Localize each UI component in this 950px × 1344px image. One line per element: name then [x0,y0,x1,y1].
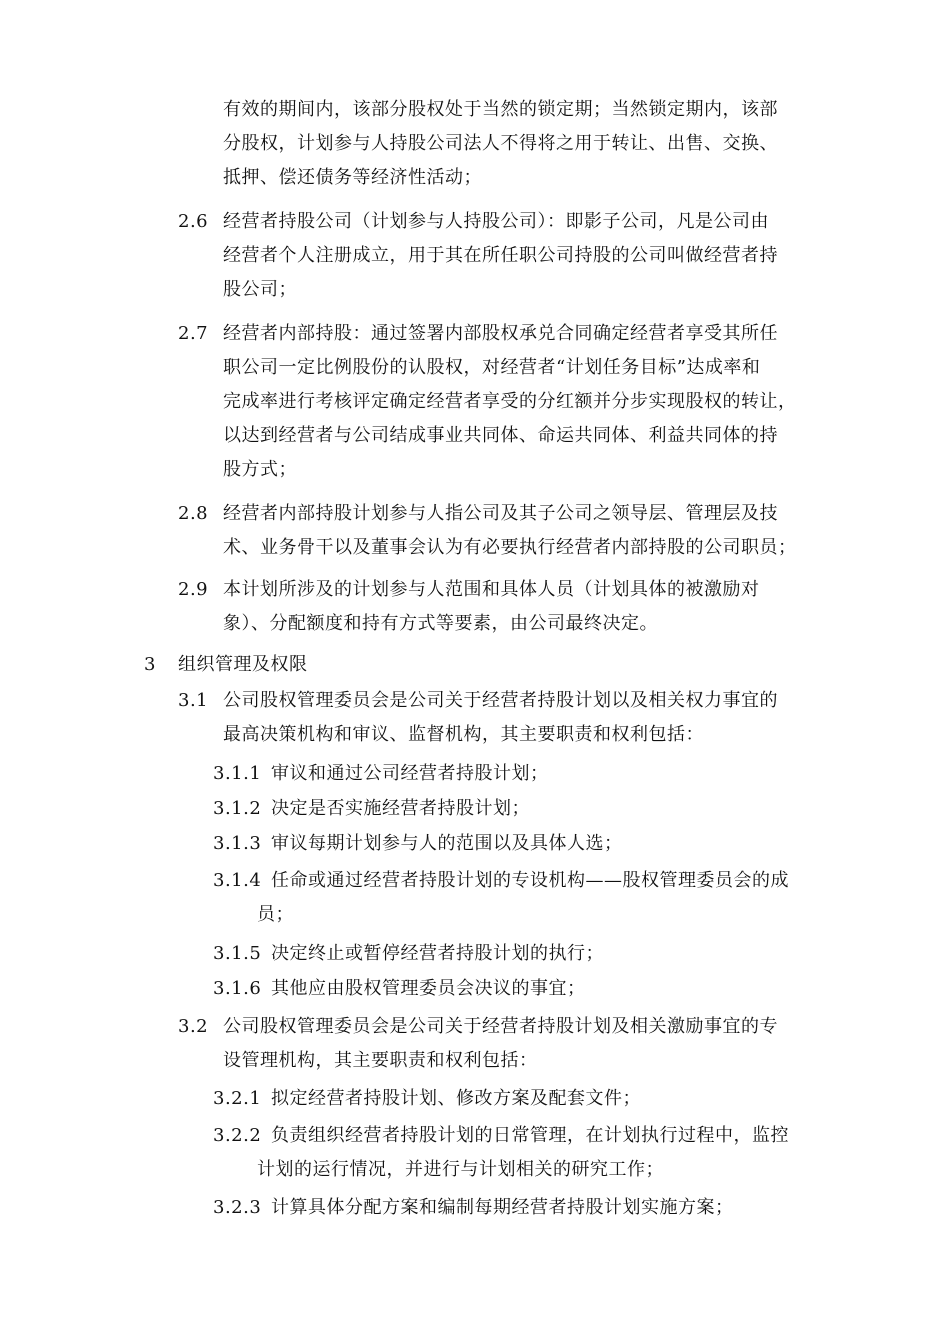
chapter-number: 3 [144,654,156,675]
text-line: 员； [257,904,294,925]
text-line: 设管理机构，其主要职责和权利包括： [223,1050,538,1071]
text-line: 计划的运行情况，并进行与计划相关的研究工作； [257,1159,664,1180]
section-number: 2.9 [178,579,209,600]
subsection-number: 3.1.2 [213,798,262,819]
text-line: 股公司； [223,279,297,300]
text-line: 决定是否实施经营者持股计划； [271,798,530,819]
text-line: 决定终止或暂停经营者持股计划的执行； [271,943,604,964]
text-line: 最高决策机构和审议、监督机构，其主要职责和权利包括： [223,724,704,745]
text-line: 公司股权管理委员会是公司关于经营者持股计划及相关激励事宜的专 [223,1016,778,1037]
text-line: 职公司一定比例股份的认股权，对经营者“计划任务目标”达成率和 [223,357,761,378]
subsection-number: 3.1.3 [213,833,262,854]
text-line: 审议每期计划参与人的范围以及具体人选； [271,833,623,854]
subsection-number: 3.1.4 [213,870,262,891]
text-line: 分股权，计划参与人持股公司法人不得将之用于转让、出售、交换、 [223,133,778,154]
subsection-number: 3.2.2 [213,1125,262,1146]
section-number: 3.2 [178,1016,209,1037]
subsection-number: 3.1.6 [213,978,262,999]
text-line: 经营者个人注册成立，用于其在所任职公司持股的公司叫做经营者持 [223,245,778,266]
text-line: 其他应由股权管理委员会决议的事宜； [271,978,586,999]
text-line: 计算具体分配方案和编制每期经营者持股计划实施方案； [271,1197,734,1218]
section-number: 2.8 [178,503,209,524]
text-line: 审议和通过公司经营者持股计划； [271,763,549,784]
text-line: 以达到经营者与公司结成事业共同体、命运共同体、利益共同体的持 [223,425,778,446]
text-line: 经营者内部持股计划参与人指公司及其子公司之领导层、管理层及技 [223,503,778,524]
text-line: 公司股权管理委员会是公司关于经营者持股计划以及相关权力事宜的 [223,690,778,711]
text-line: 股方式； [223,459,297,480]
subsection-number: 3.1.1 [213,763,262,784]
section-number: 2.7 [178,323,209,344]
text-line: 本计划所涉及的计划参与人范围和具体人员（计划具体的被激励对 [223,579,760,600]
section-number: 2.6 [178,211,209,232]
text-line: 抵押、偿还债务等经济性活动； [223,167,482,188]
subsection-number: 3.1.5 [213,943,262,964]
text-line: 负责组织经营者持股计划的日常管理，在计划执行过程中，监控 [271,1125,789,1146]
subsection-number: 3.2.3 [213,1197,262,1218]
subsection-number: 3.2.1 [213,1088,262,1109]
section-number: 3.1 [178,690,209,711]
text-line: 完成率进行考核评定确定经营者享受的分红额并分步实现股权的转让， [223,391,797,412]
text-line: 经营者内部持股：通过签署内部股权承兑合同确定经营者享受其所任 [223,323,778,344]
chapter-title: 组织管理及权限 [178,654,308,675]
text-line: 任命或通过经营者持股计划的专设机构——股权管理委员会的成 [271,870,789,891]
text-line: 象）、分配额度和持有方式等要素，由公司最终决定。 [223,613,658,634]
text-line: 拟定经营者持股计划、修改方案及配套文件； [271,1088,641,1109]
text-line: 有效的期间内，该部分股权处于当然的锁定期；当然锁定期内，该部 [223,99,778,120]
text-line: 术、业务骨干以及董事会认为有必要执行经营者内部持股的公司职员； [223,537,797,558]
text-line: 经营者持股公司（计划参与人持股公司）：即影子公司，凡是公司由 [223,211,769,232]
